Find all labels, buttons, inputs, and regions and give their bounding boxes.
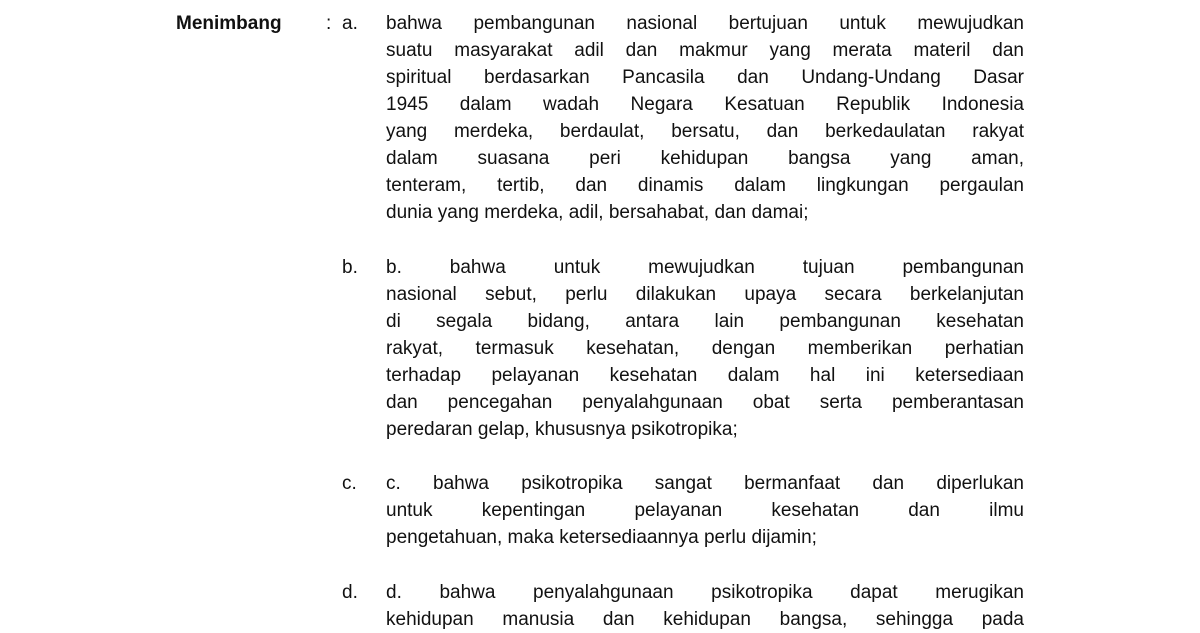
item-a-line: bahwa pembangunan nasional bertujuan untuk mewujudkan — [386, 13, 1024, 34]
item-c-line: pengetahuan, maka ketersediaannya perlu dijamin; — [386, 527, 817, 548]
item-b — [386, 254, 1024, 443]
item-b-line: dan pencegahan penyalahgunaan obat serta pemberantasan — [386, 392, 1024, 413]
item-c-line: untuk kepentingan pelayanan kesehatan dan ilmu — [386, 500, 1024, 521]
item-a-line: dalam suasana peri kehidupan bangsa yang aman, — [386, 148, 1024, 169]
item-b-line: di segala bidang, antara lain pembangunan kesehatan — [386, 311, 1024, 332]
item-c — [386, 470, 1024, 551]
item-b-line: rakyat, termasuk kesehatan, dengan memberikan perhatian — [386, 338, 1024, 359]
item-d — [386, 579, 1024, 633]
item-a-line: tenteram, tertib, dan dinamis dalam lingkungan pergaulan — [386, 175, 1024, 196]
item-a-line: yang merdeka, berdaulat, bersatu, dan berkedaulatan rakyat — [386, 121, 1024, 142]
item-a — [386, 10, 1024, 226]
item-a-line: spiritual berdasarkan Pancasila dan Undang-Undang Dasar — [386, 67, 1024, 88]
section-heading: Menimbang — [176, 13, 282, 34]
item-d-line: d. bahwa penyalahgunaan psikotropika dapat merugikan — [386, 582, 1024, 603]
item-b-line: b. bahwa untuk mewujudkan tujuan pembangunan — [386, 257, 1024, 278]
item-a-line: suatu masyarakat adil dan makmur yang merata materil dan — [386, 40, 1024, 61]
item-label-a: a. — [342, 13, 358, 34]
item-label-c: c. — [342, 473, 357, 494]
item-label-d: d. — [342, 582, 358, 603]
item-c-line: c. bahwa psikotropika sangat bermanfaat dan diperlukan — [386, 473, 1024, 494]
heading-colon: : — [326, 13, 332, 34]
item-a-line: 1945 dalam wadah Negara Kesatuan Republik Indonesia — [386, 94, 1024, 115]
item-b-line: nasional sebut, perlu dilakukan upaya secara berkelanjutan — [386, 284, 1024, 305]
item-label-b: b. — [342, 257, 358, 278]
item-d-line: kehidupan manusia dan kehidupan bangsa, sehingga pada — [386, 609, 1024, 630]
item-b-line: peredaran gelap, khususnya psikotropika; — [386, 419, 738, 440]
item-b-line: terhadap pelayanan kesehatan dalam hal ini ketersediaan — [386, 365, 1024, 386]
item-a-line: dunia yang merdeka, adil, bersahabat, dan damai; — [386, 202, 809, 223]
